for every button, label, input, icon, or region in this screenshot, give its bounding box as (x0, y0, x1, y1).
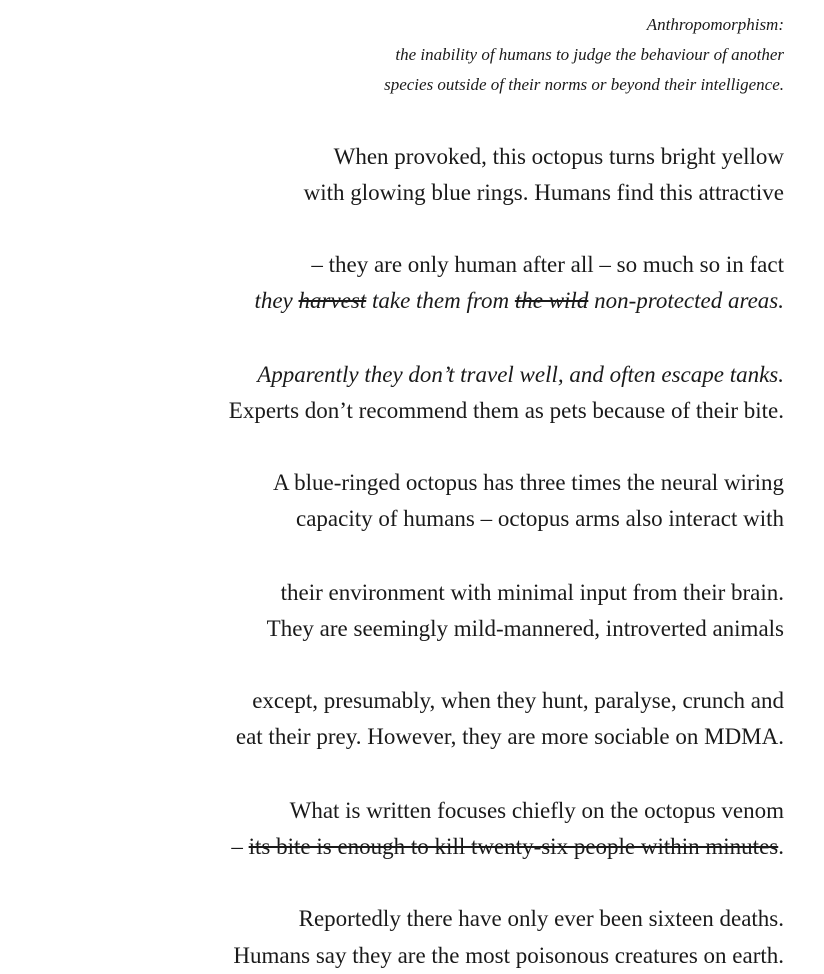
poem-line: A blue-ringed octopus has three times the neural wiring (273, 470, 784, 495)
poem-line: except, presumably, when they hunt, paralyse, crunch and (252, 688, 784, 713)
poem-line: their environment with minimal input from their brain. (280, 580, 784, 605)
poem-line (231, 835, 784, 858)
struck-text: the wild (514, 288, 589, 313)
poem-line: Apparently they don’t travel well, and often escape tanks. (257, 362, 784, 387)
text-segment: they (254, 288, 299, 313)
struck-text: harvest (298, 288, 367, 313)
text-segment: – (231, 834, 249, 859)
poem-line: Reportedly there have only ever been sixteen deaths. (298, 906, 784, 931)
poem-line: with glowing blue rings. Humans find this attractive (303, 180, 784, 205)
poem-line: When provoked, this octopus turns bright yellow (333, 144, 784, 169)
text-segment: non-protected areas. (588, 288, 784, 313)
text-segment: take them from (366, 288, 515, 313)
text-segment: . (778, 834, 784, 859)
poem-line: capacity of humans – octopus arms also interact with (296, 506, 784, 531)
struck-text: its bite is enough to kill twenty-six people within minutes (248, 834, 779, 859)
epigraph-line: the inability of humans to judge the behaviour of another (395, 45, 784, 64)
poem-line: What is written focuses chiefly on the octopus venom (289, 798, 784, 823)
epigraph-title: Anthropomorphism: (646, 15, 784, 34)
poem-line: Humans say they are the most poisonous creatures on earth. (233, 943, 784, 968)
epigraph-line: species outside of their norms or beyond their intelligence. (384, 75, 784, 94)
poem-line (254, 289, 784, 312)
poem-line: eat their prey. However, they are more sociable on MDMA. (235, 724, 784, 749)
poem-line: Experts don’t recommend them as pets because of their bite. (228, 398, 784, 423)
poem-line: – they are only human after all – so much so in fact (311, 252, 784, 277)
poem-line: They are seemingly mild-mannered, introverted animals (266, 616, 784, 641)
